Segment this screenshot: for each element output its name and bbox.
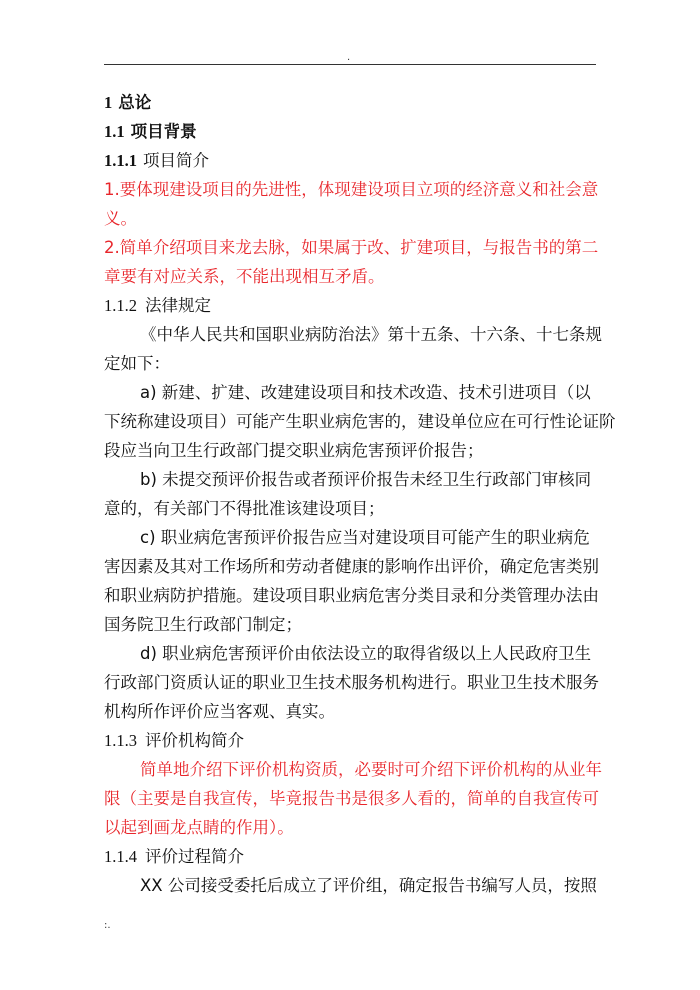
item-b-line-1: b) 未提交预评价报告或者预评价报告未经卫生行政部门审核同 [140, 470, 592, 489]
heading-1: 1 总论 [104, 93, 152, 112]
item-c-line-1: c) 职业病危害预评价报告应当对建设项目可能产生的职业病危 [140, 528, 590, 547]
item-c-line-2: 害因素及其对工作场所和劳动者健康的影响作出评价，确定危害类别 [104, 557, 599, 576]
red-note-1-line-1: 1.要体现建设项目的先进性，体现建设项目立项的经济意义和社会意 [104, 180, 599, 199]
heading-1-1-3: 1.1.3 评价机构简介 [104, 731, 244, 750]
item-c-line-4: 国务院卫生行政部门制定； [104, 615, 302, 634]
heading-1-1: 1.1 项目背景 [104, 122, 197, 141]
item-a-line-2: 下统称建设项目）可能产生职业病危害的，建设单位应在可行性论证阶 [104, 412, 616, 431]
document-body [104, 88, 616, 900]
law-intro-line-1: 《中华人民共和国职业病防治法》第十五条、十六条、十七条规 [140, 325, 602, 344]
red-note-1-line-2: 义。 [104, 209, 137, 228]
heading-1-1-4: 1.1.4 评价过程简介 [104, 847, 244, 866]
footer-mark: :. [104, 920, 111, 931]
red-note-3-line-3: 以起到画龙点睛的作用）。 [104, 818, 294, 837]
item-b-line-2: 意的，有关部门不得批准该建设项目； [104, 499, 385, 518]
heading-1-1-2: 1.1.2 法律规定 [104, 296, 211, 315]
header-mark: . [347, 52, 351, 63]
item-d-line-1: d) 职业病危害预评价由依法设立的取得省级以上人民政府卫生 [140, 644, 592, 663]
process-line-1: XX 公司接受委托后成立了评价组，确定报告书编写人员，按照 [140, 876, 597, 895]
red-note-3-line-1: 简单地介绍下评价机构资质，必要时可介绍下评价机构的从业年 [140, 760, 602, 779]
red-note-3-line-2: 限（主要是自我宣传，毕竟报告书是很多人看的，简单的自我宣传可 [104, 789, 599, 808]
header-rule [104, 64, 596, 65]
item-d-line-2: 行政部门资质认证的职业卫生技术服务机构进行。职业卫生技术服务 [104, 673, 599, 692]
law-intro-line-2: 定如下： [104, 354, 170, 373]
item-a-line-3: 段应当向卫生行政部门提交职业病危害预评价报告； [104, 441, 484, 460]
red-note-2-line-1: 2.简单介绍项目来龙去脉，如果属于改、扩建项目，与报告书的第二 [104, 238, 599, 257]
red-note-2-line-2: 章要有对应关系，不能出现相互矛盾。 [104, 267, 385, 286]
item-d-line-3: 机构所作评价应当客观、真实。 [104, 702, 335, 721]
heading-1-1-1: 1.1.1 项目简介 [104, 151, 209, 170]
item-a-line-1: a) 新建、扩建、改建建设项目和技术改造、技术引进项目（以 [140, 383, 591, 402]
item-c-line-3: 和职业病防护措施。建设项目职业病危害分类目录和分类管理办法由 [104, 586, 599, 605]
